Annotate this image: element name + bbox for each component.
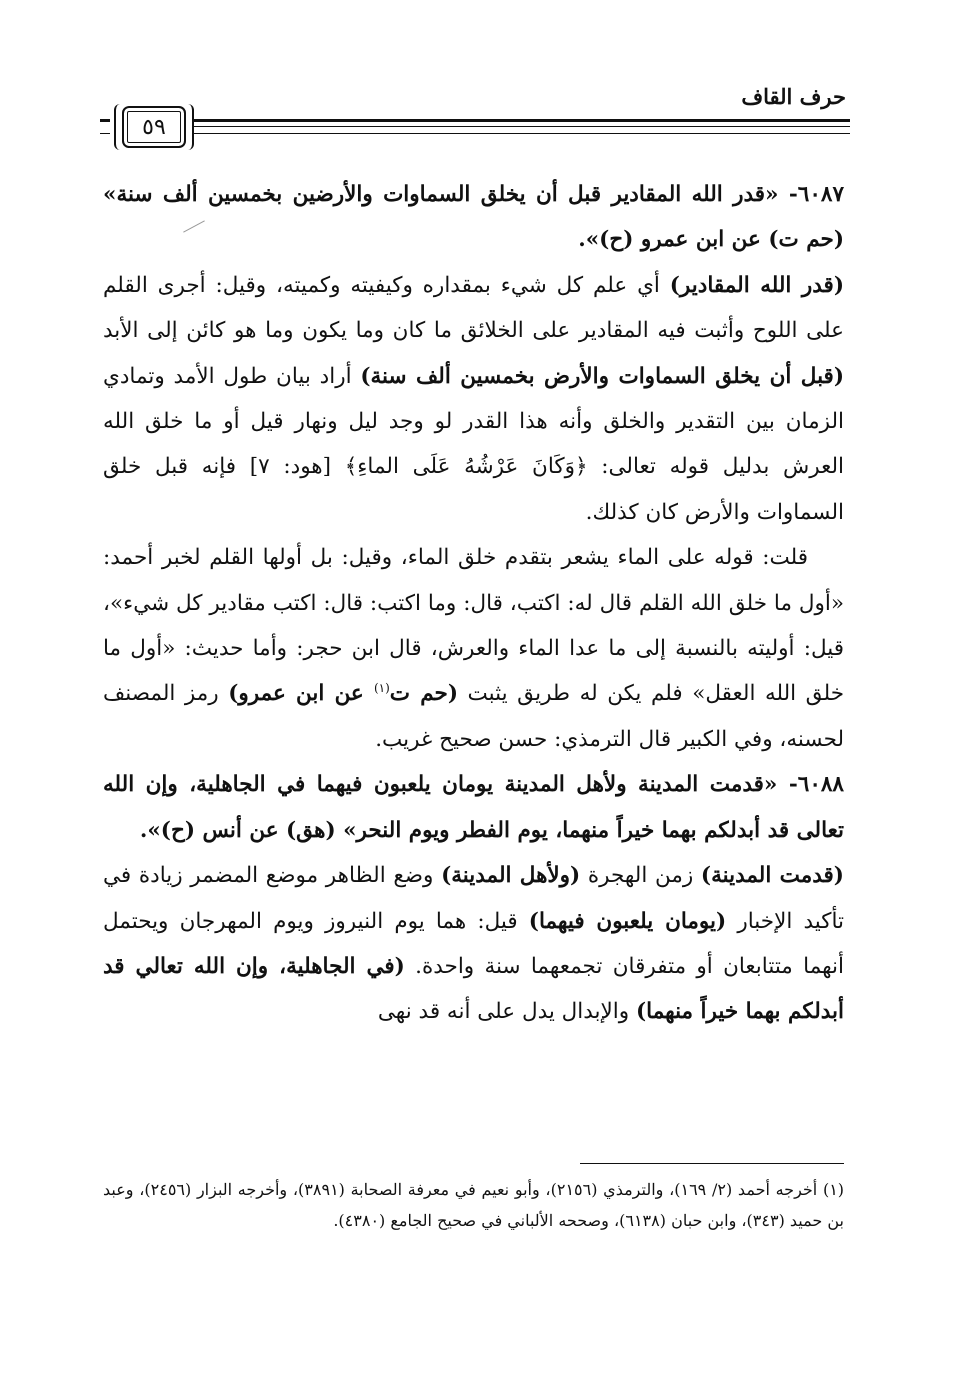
commentary-paragraph (103, 853, 844, 1035)
header-rule (192, 119, 850, 122)
page-number: ٥٩ (122, 106, 186, 148)
hadith-text: «قدر الله المقادير قبل أن يخلق السماوات والأرضين بخمسين ألف سنة» (حم ت) عن ابن عمرو (ح)». (103, 182, 844, 253)
header-rule (192, 126, 850, 127)
header-rule-left (100, 119, 110, 122)
commentary-text: قيل: هما يوم النيروز ويوم المهرجان ويحتمل أنهما متتابعان أو متفرقان تجمعهما سنة واحدة. (103, 908, 844, 979)
hadith-number: ٦٠٨٧- (788, 182, 844, 207)
commentary-text: وضع الظاهر موضع المضمر زيادة في تأكيد الإخبار (103, 863, 844, 934)
source-code: (حم ت (389, 681, 458, 707)
footnote-separator (580, 1163, 844, 1164)
header-rule (192, 133, 850, 134)
commentary-text: زمن الهجرة (580, 863, 701, 889)
source-code: عن ابن عمرو) (228, 681, 374, 707)
main-text (103, 172, 844, 1035)
header-rule-left (100, 133, 110, 134)
hadith-text: «قدمت المدينة ولأهل المدينة يومان يلعبون فيهما في الجاهلية، وإن الله تعالى قد أبدلكم بهما خيراً منهما، يوم الفطر ويوم النحر» (هق) عن أنس (ح)». (103, 772, 844, 843)
hadith-number: ٦٠٨٨- (788, 772, 844, 798)
footnote-text: (١) أخرجه أحمد (٢/ ١٦٩)، والترمذي (٢١٥٦)، وأبو نعيم في معرفة الصحابة (٣٨٩١)، وأخرجه البزار (٢٤٥٦)، وعبد بن حميد (٣٤٣)، وابن حبان (٦١٣٨)، وصححه الألباني في صحيح الجامع (٤٣٨٠). (103, 1180, 845, 1230)
footnote-ref: (١) (373, 681, 390, 696)
commentary-text: رمز المصنف لحسنه، وفي الكبير قال الترمذي: حسن صحيح غريب. (103, 681, 844, 752)
quoted-phrase: (قدمت المدينة) (700, 863, 844, 889)
commentary-text: أراد بيان طول الأمد وتمادي الزمان بين التقدير والخلق وأنه هذا القدر لو وجد ليل ونهار قيل أو ما خلق الله العرش بدليل قوله تعالى: ﴿وَكَانَ عَرْشُهُ عَلَى الماءِ﴾ [هود: ٧] فإنه قبل خلق السماوات والأرض كان كذلك. (103, 363, 844, 525)
commentary-text: أي علم كل شيء بمقداره وكيفيته وكميته، وقيل: أجرى القلم على اللوح وأثبت فيه المقادير على الخلائق ما كان وما يكون وما هو كائن إلى الأبد (103, 272, 844, 344)
quoted-phrase: (ولأهل المدينة) (441, 863, 581, 889)
commentary-text: والإبدال يدل على أنه قد نهى (377, 999, 636, 1025)
quoted-phrase: (قبل أن يخلق السماوات والأرض بخمسين ألف سنة) (360, 363, 845, 389)
commentary-text: قلت: قوله على الماء يشعر بتقدم خلق الماء، وقيل: بل أولها القلم لخبر أحمد: «أول ما خلق الله القلم قال له: اكتب، قال: وما اكتب: قال: اكتب مقادير كل شيء»، قيل: أوليته بالنسبة إلى ما عدا الماء والعرش، قال ابن حجر: وأما حديث: «أول ما خلق الله العقل» فلم يكن له طريق يثبت (103, 545, 844, 707)
quoted-phrase: (يومان يلعبون فيهما) (528, 908, 727, 934)
commentary-paragraph (103, 263, 844, 535)
hadith-6087 (103, 172, 844, 263)
footnote (103, 1174, 844, 1236)
chapter-title: حرف القاف (741, 84, 846, 109)
hadith-6088 (103, 762, 844, 853)
quoted-phrase: (قدر الله المقادير) (669, 272, 844, 298)
commentary-paragraph (103, 535, 844, 762)
page-header (100, 78, 850, 158)
quoted-phrase: (في الجاهلية، وإن الله تعالي قد أبدلكم بهما خيراً منهما) (103, 953, 844, 1025)
